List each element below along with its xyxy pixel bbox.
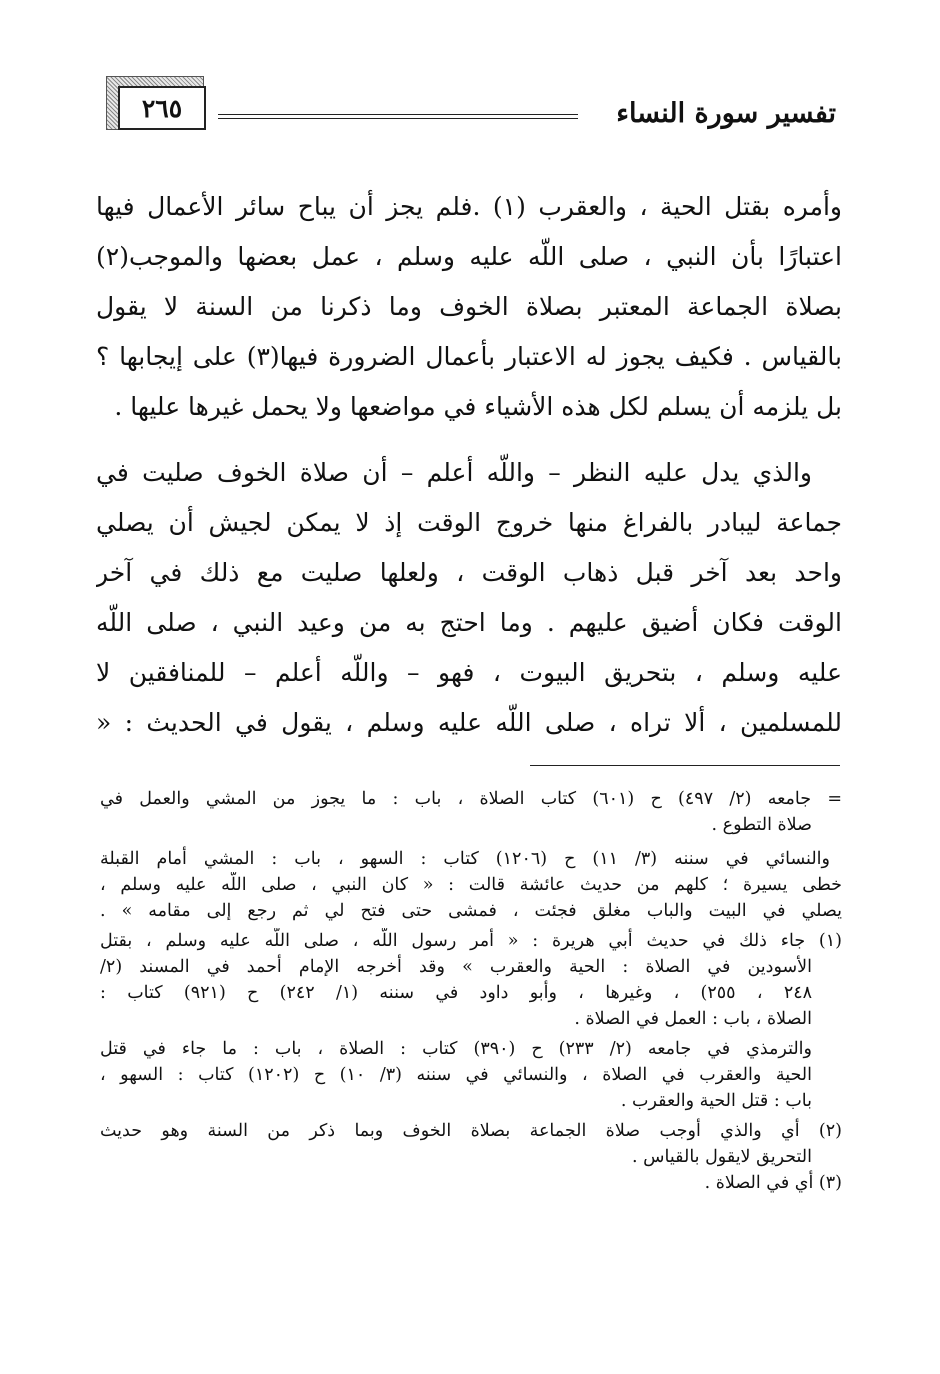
footnote-line: (٣) أي في الصلاة . bbox=[704, 1173, 842, 1193]
footnote-line: يصلي في البيت والباب مغلق فجئت ، فمشى حتى فتح لي ثم رجع إلى مقامه » . bbox=[100, 901, 842, 921]
footnote-separator bbox=[530, 765, 840, 766]
page-number: ٢٦٥ bbox=[118, 86, 206, 130]
running-title: تفسير سورة النساء bbox=[616, 98, 836, 129]
footnote-line: باب : قتل الحية والعقرب . bbox=[620, 1091, 812, 1111]
paragraph-1-line-3: بصلاة الجماعة المعتبر بصلاة الخوف وما ذكرنا من السنة لا يقول bbox=[96, 292, 842, 321]
paragraph-2-line-4: الوقت فكان أضيق عليهم . وما احتج به من وعيد النبي ، صلى اللّه bbox=[96, 608, 842, 637]
paragraph-2-line-1: والذي يدل عليه النظر – واللّه أعلم – أن صلاة الخوف صليت في bbox=[96, 458, 812, 487]
paragraph-2-line-2: جماعة ليبادر بالفراغ منها خروج الوقت إذ لا يمكن لجيش أن يصلي bbox=[96, 508, 842, 537]
footnote-line: والنسائي في سننه (٣/ ١١) ح (١٢٠٦) كتاب : السهو ، باب : المشي أمام القبلة bbox=[100, 849, 830, 869]
footnote-line: والترمذي في جامعه (٢/ ٢٣٣) ح (٣٩٠) كتاب : الصلاة ، باب : ما جاء في قتل bbox=[100, 1039, 812, 1059]
paragraph-2-line-3: واحد بعد آخر قبل ذهاب الوقت ، ولعلها صليت مع ذلك في آخر bbox=[96, 558, 842, 587]
footnote-line: ٢٤٨ ، ٢٥٥) ، وغيرها ، وأبو داود في سننه (١/ ٢٤٢) ح (٩٢١) كتاب : bbox=[100, 983, 812, 1003]
page-header bbox=[100, 72, 840, 142]
footnote-line: (١) جاء ذلك في حديث أبي هريرة : « أمر رسول اللّه ، صلى اللّه عليه وسلم ، بقتل bbox=[100, 931, 842, 951]
paragraph-2-line-6: للمسلمين ، ألا تراه ، صلى اللّه عليه وسلم ، يقول في الحديث : « bbox=[96, 708, 842, 737]
paragraph-2-line-5: عليه وسلم ، بتحريق البيوت ، فهو – واللّه أعلم – للمنافقين لا bbox=[96, 658, 842, 687]
footnote-line: = جامعه (٢/ ٤٩٧) ح (٦٠١) كتاب الصلاة ، باب : ما يجوز من المشي والعمل في bbox=[100, 789, 842, 809]
footnote-line: الحية والعقرب في الصلاة ، والنسائي في سننه (٣/ ١٠) ح (١٢٠٢) كتاب : السهو ، bbox=[100, 1065, 812, 1085]
paragraph-1-line-1: وأمره بقتل الحية ، والعقرب (١) .فلم يجز أن يباح سائر الأعمال فيها bbox=[96, 192, 842, 221]
footnote-line: الصلاة ، باب : العمل في الصلاة . bbox=[574, 1009, 812, 1029]
footnote-line: الأسودين في الصلاة : الحية والعقرب » وقد أخرجه الإمام أحمد في المسند (٢/ bbox=[100, 957, 812, 977]
footnote-line: خطى يسيرة ؛ كلهم من حديث عائشة قالت : « كان النبي ، صلى اللّه عليه وسلم ، bbox=[100, 875, 842, 895]
footnote-line: صلاة التطوع . bbox=[711, 815, 812, 835]
paragraph-1-line-5: بل يلزمه أن يسلم لكل هذه الأشياء في مواضعها ولا يحمل غيرها عليها . bbox=[114, 392, 842, 421]
paragraph-1-line-2: اعتبارًا بأن النبي ، صلى اللّه عليه وسلم ، عمل بعضها والموجب(٢) bbox=[96, 242, 842, 271]
paragraph-1-line-4: بالقياس . فكيف يجوز له الاعتبار بأعمال الضرورة فيها(٣) على إيجابها ؟ bbox=[96, 342, 842, 371]
header-rule bbox=[218, 114, 578, 115]
page-number-frame bbox=[106, 76, 204, 128]
footnote-line: التحريق لايقول بالقياس . bbox=[632, 1147, 812, 1167]
footnote-line: (٢) أي والذي أوجب صلاة الجماعة بصلاة الخوف وبما ذكر من السنة وهو حديث bbox=[100, 1121, 842, 1141]
